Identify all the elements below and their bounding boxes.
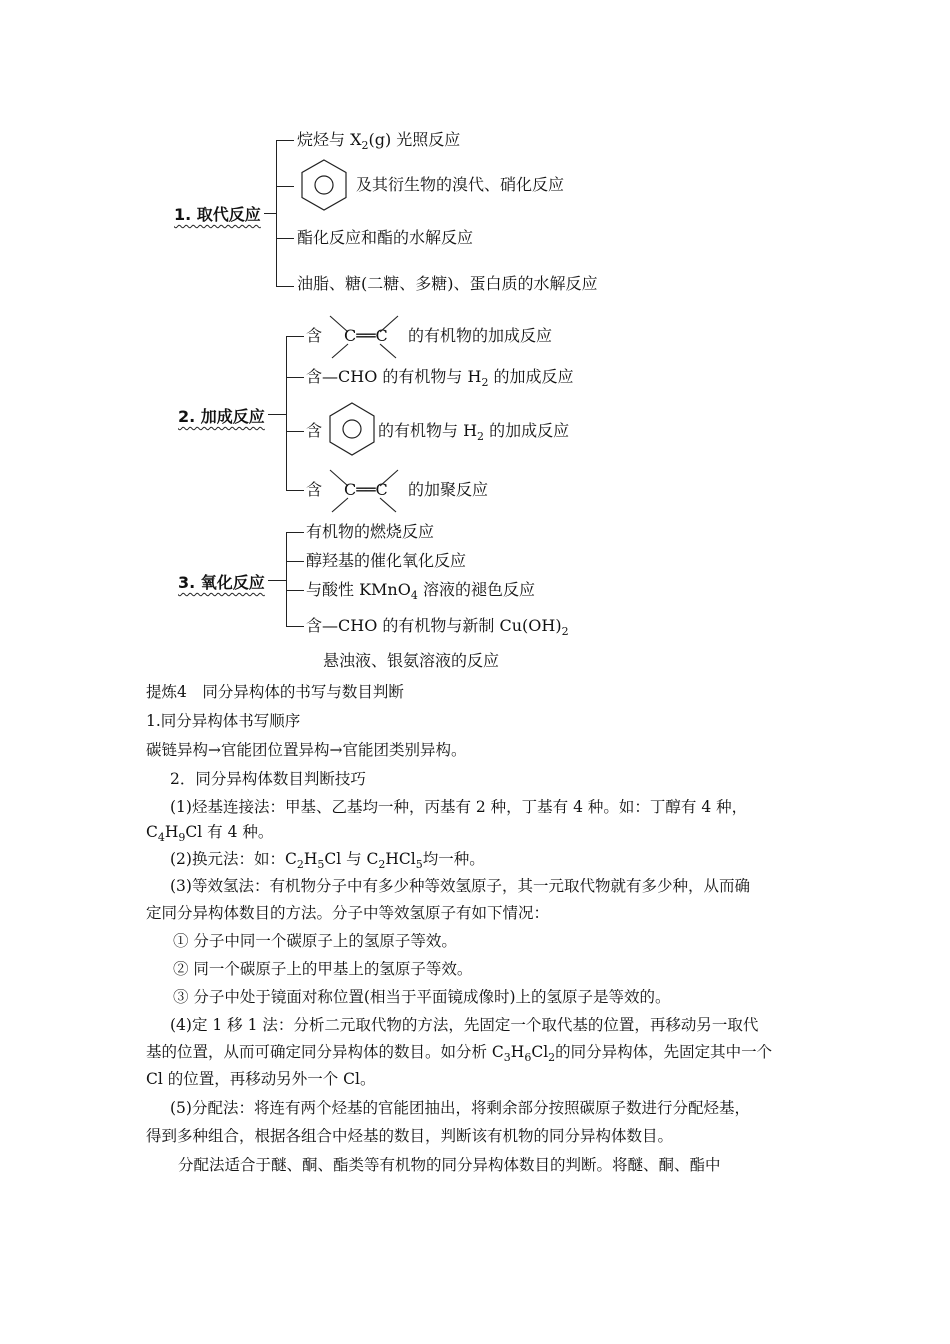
oxidation-item-4: 含—CHO 的有机物与新制 $Cu(OH)_2$	[306, 616, 569, 638]
paragraph: 得到多种组合，根据各组合中烃基的数目，判断该有机物的同分异构体数目。	[146, 1127, 674, 1145]
addition-item-4: 的加聚反应	[408, 480, 489, 499]
subheading-1: 1.同分异构体书写顺序	[146, 712, 301, 730]
connector	[268, 414, 286, 415]
paragraph: 碳链异构→官能团位置异构→官能团类别异构。	[146, 741, 467, 759]
addition-item-1: 的有机物的加成反应	[408, 326, 553, 345]
paragraph: 定同分异构体数目的方法。分子中等效氢原子有如下情况：	[146, 904, 550, 922]
oxidation-item-3: 与酸性 KMnO$_4$ 溶液的褪色反应	[306, 580, 535, 602]
substitution-title: 1. 取代反应	[174, 205, 261, 224]
paragraph: (4)定 1 移 1 法：分析二元取代物的方法，先固定一个取代基的位置，再移动另一取代	[170, 1016, 759, 1034]
oxidation-item-2: 醇羟基的催化氧化反应	[306, 551, 467, 570]
addition-item-1-prefix: 含	[306, 326, 323, 345]
bracket	[286, 336, 287, 490]
bracket	[276, 140, 277, 287]
addition-title: 2. 加成反应	[178, 407, 265, 426]
connector	[268, 580, 286, 581]
paragraph: Cl 的位置，再移动另外一个 Cl。	[146, 1070, 376, 1088]
substitution-item-1: 烷烃与 $X_2(g)$ 光照反应	[297, 130, 461, 152]
substitution-item-4: 油脂、糖(二糖、多糖)、蛋白质的水解反应	[297, 274, 598, 293]
benzene-ring-icon	[296, 157, 352, 213]
paragraph: (2)换元法：如：$C_2H_5Cl$ 与 $C_2HCl_5$均一种。	[170, 850, 485, 871]
list-item: ② 同一个碳原子上的甲基上的氢原子等效。	[173, 960, 473, 978]
paragraph: (1)烃基连接法：甲基、乙基均一种，丙基有 2 种，丁基有 4 种。如：丁醇有 4 种，	[170, 798, 748, 816]
paragraph: 基的位置，从而可确定同分异构体的数目。如分析 $C_3H_6Cl_2$的同分异构体，先固定其中一个	[146, 1043, 773, 1064]
addition-item-3-prefix: 含	[306, 421, 323, 440]
paragraph: (5)分配法：将连有两个烃基的官能团抽出，将剩余部分按照碳原子数进行分配烃基，	[170, 1099, 750, 1117]
section-heading: 提炼4 同分异构体的书写与数目判断	[146, 683, 404, 701]
addition-item-4-prefix: 含	[306, 480, 323, 499]
list-item: ① 分子中同一个碳原子上的氢原子等效。	[173, 932, 457, 950]
paragraph: $C_4H_9Cl$ 有 4 种。	[146, 823, 274, 844]
list-item: ③ 分子中处于镜面对称位置(相当于平面镜成像时)上的氢原子是等效的。	[173, 988, 671, 1006]
connector	[264, 213, 276, 214]
paragraph: (3)等效氢法：有机物分子中有多少种等效氢原子，其一元取代物就有多少种，从而确	[170, 877, 750, 895]
subheading-2: 2．同分异构体数目判断技巧	[170, 770, 366, 788]
alkene-bond-label: C══C	[344, 326, 388, 345]
oxidation-item-1: 有机物的燃烧反应	[306, 522, 435, 541]
bracket	[286, 532, 287, 626]
substitution-item-2: 及其衍生物的溴代、硝化反应	[356, 175, 565, 194]
benzene-ring-icon	[324, 400, 380, 458]
alkene-bond-label: C══C	[344, 480, 388, 499]
addition-item-2: 含—CHO 的有机物与 $H_2$ 的加成反应	[306, 367, 574, 389]
substitution-item-3: 酯化反应和酯的水解反应	[297, 228, 474, 247]
oxidation-item-4-continued: 悬浊液、银氨溶液的反应	[323, 651, 500, 670]
oxidation-title: 3. 氧化反应	[178, 573, 265, 592]
paragraph: 分配法适合于醚、酮、酯类等有机物的同分异构体数目的判断。将醚、酮、酯中	[178, 1156, 721, 1174]
addition-item-3: 的有机物与 $H_2$ 的加成反应	[378, 421, 570, 443]
